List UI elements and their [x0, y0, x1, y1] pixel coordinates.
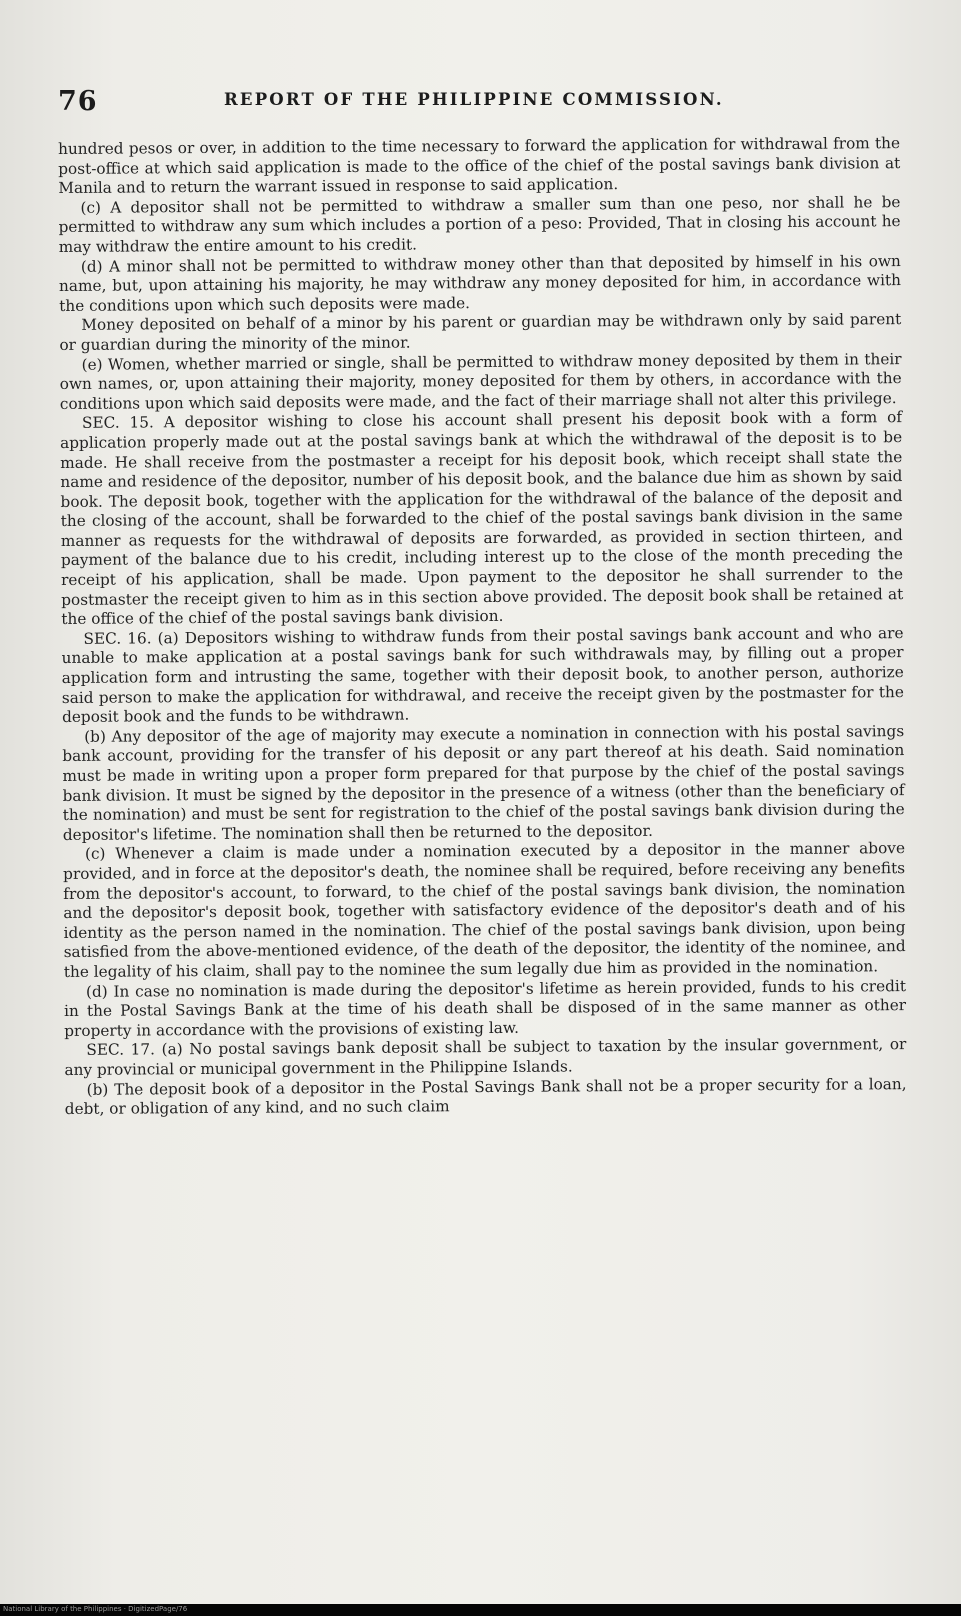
scan-footer-text: National Library of the Philippines · DigitizedPage/76 — [3, 1605, 188, 1613]
scan-footer-strip — [0, 1604, 961, 1616]
paragraph-16b: (b) Any depositor of the age of majority may execute a nomination in connection with his postal savings bank account, providing for the transfer of his deposit or any part thereof at his death. Said nomination must be made in writing upon a proper form prepared for that purpose by the chief of the postal savings bank division. It must be signed by the depositor in the presence of a witness (other than the beneficiary of the nomination) and must be sent for registration to the chief of the postal savings bank division during the depositor's lifetime. The nomination shall then be returned to the depositor. — [62, 721, 905, 844]
paragraph-section-16a: SEC. 16. (a) Depositors wishing to withdraw funds from their postal savings bank account and who are unable to make application at a postal savings bank for such withdrawals may, by filling out a proper application form and intrusting the same, together with their deposit book, to another person, authorize said person to make the application for withdrawal, and receive the receipt given by the postmaster for the deposit book and the funds to be withdrawn. — [61, 623, 904, 727]
page-number: 76 — [58, 86, 98, 117]
body-text — [58, 134, 907, 1120]
paragraph-16c: (c) Whenever a claim is made under a nomination executed by a depositor in the manner above provided, and in force at the depositor's death, the nominee shall be required, before receiving any benefits from the depositor's account, to forward, to the chief of the postal savings bank division, the nomination and the depositor's deposit book, together with satisfactory evidence of the depositor's death and of his identity as the person named in the nomination. The chief of the postal savings bank division, upon being satisfied from the above-mentioned evidence, of the death of the depositor, the identity of the nominee, and the legality of his claim, shall pay to the nominee the sum legally due him as provided in the nomination. — [63, 839, 906, 981]
paragraph-16d: (d) In case no nomination is made during the depositor's lifetime as herein provided, funds to his credit in the Postal Savings Bank at the time of his death shall be disposed of in the same manner as other property in accordance with the provisions of existing law. — [64, 976, 907, 1040]
paragraph-section-15: SEC. 15. A depositor wishing to close his account shall present his deposit book with a form of application properly made out at the postal savings bank at which the withdrawal of the deposit is to be made. He shall receive from the postmaster a receipt for his deposit book, which receipt shall state the name and residence of the depositor, number of his deposit book, and the balance due him as shown by said book. The deposit book, together with the application for the withdrawal of the balance of the deposit and the closing of the account, shall be forwarded to the chief of the postal savings bank division in the same manner as requests for the withdrawal of deposits are forwarded, as provided in section thirteen, and payment of the balance due to his credit, including interest up to the close of the month preceding the receipt of his application, shall be made. Upon payment to the depositor he shall surrender to the postmaster the receipt given to him as in this section above provided. The deposit book shall be retained at the office of the chief of the postal savings bank division. — [60, 408, 904, 629]
paragraph-14e: (e) Women, whether married or single, shall be permitted to withdraw money deposited by them in their own names, or, upon attaining their majority, money deposited for them by others, in accordance with the conditions upon which said deposits were made, and the fact of their marriage shall not alter this privilege. — [59, 349, 902, 413]
paragraph-continued: hundred pesos or over, in addition to the time necessary to forward the application for withdrawal from the post-office at which said application is made to the office of the chief of the postal savings bank division at Manila and to return the warrant issued in response to said application. — [58, 134, 901, 198]
paragraph-section-17a: SEC. 17. (a) No postal savings bank deposit shall be subject to taxation by the insular government, or any provincial or municipal government in the Philippine Islands. — [64, 1035, 907, 1079]
paragraph-14c: (c) A depositor shall not be permitted to withdraw a smaller sum than one peso, nor shall he be permitted to withdraw any sum which includes a portion of a peso: Provided, That in closing his account he may withdraw the entire amount to his credit. — [58, 192, 901, 256]
paragraph-minor-parent: Money deposited on behalf of a minor by his parent or guardian may be withdrawn only by said parent or guardian during the minority of the minor. — [59, 310, 902, 354]
paragraph-14d: (d) A minor shall not be permitted to withdraw money other than that deposited by himself in his own name, but, upon attaining his majority, he may withdraw any money deposited for him, in accordance with the conditions upon which such deposits were made. — [58, 251, 902, 315]
running-title: REPORT OF THE PHILIPPINE COMMISSION. — [224, 90, 724, 109]
paragraph-17b: (b) The deposit book of a depositor in the Postal Savings Bank shall not be a proper security for a loan, debt, or obligation of any kind, and no such claim — [64, 1074, 907, 1119]
page-header — [58, 86, 898, 126]
